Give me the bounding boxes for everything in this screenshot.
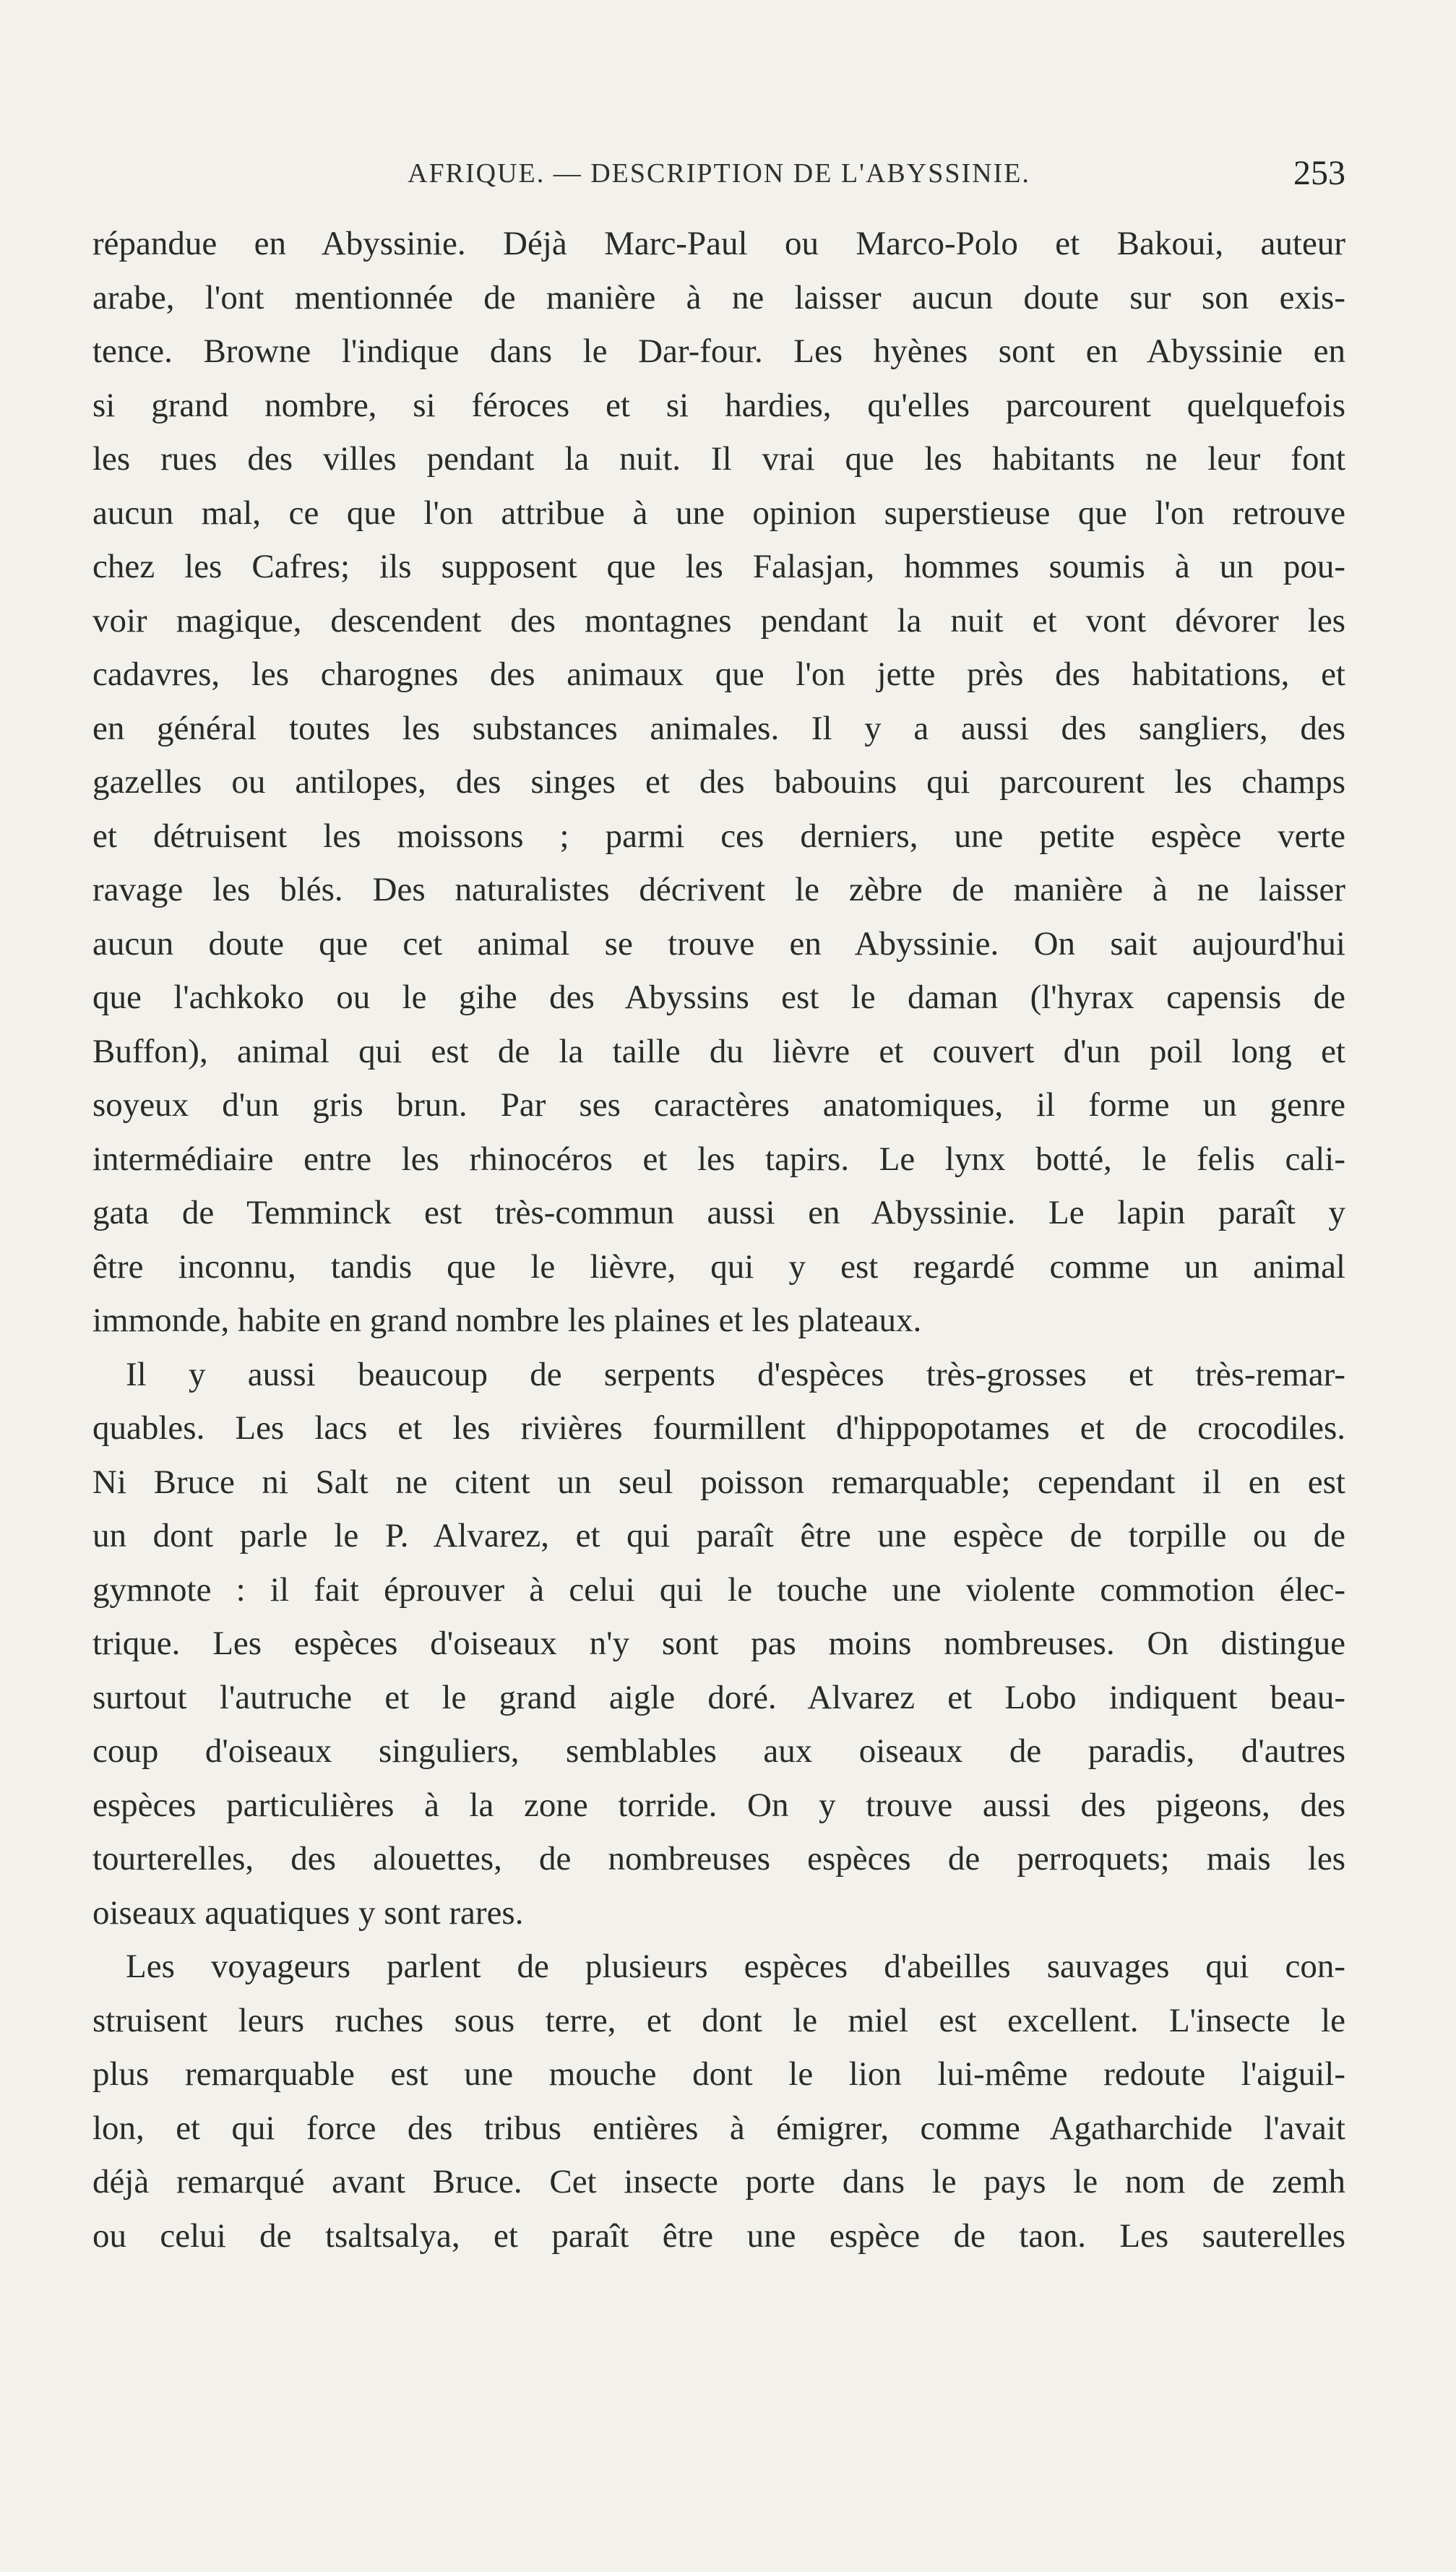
page-header bbox=[92, 149, 1345, 199]
text-line: que l'achkoko ou le gihe des Abyssins est le daman (l'hyrax capensis de bbox=[92, 979, 1345, 1016]
text-line: ravage les blés. Des naturalistes décrivent le zèbre de manière à ne laisser bbox=[92, 871, 1345, 908]
text-line: arabe, l'ont mentionnée de manière à ne laisser aucun doute sur son exis- bbox=[92, 278, 1345, 317]
text-line: si grand nombre, si féroces et si hardies, qu'elles parcourent quelquefois bbox=[92, 386, 1345, 424]
text-line: Buffon), animal qui est de la taille du lièvre et couvert d'un poil long et bbox=[92, 1032, 1345, 1070]
text-line: Les voyageurs parlent de plusieurs espèces d'abeilles sauvages qui con- bbox=[126, 1948, 1345, 1985]
text-line: quables. Les lacs et les rivières fourmillent d'hippopotames et de crocodiles. bbox=[92, 1409, 1345, 1447]
text-line: trique. Les espèces d'oiseaux n'y sont pas moins nombreuses. On distingue bbox=[92, 1625, 1345, 1662]
text-line: chez les Cafres; ils supposent que les Falasjan, hommes soumis à un pou- bbox=[92, 548, 1345, 585]
text-line: gazelles ou antilopes, des singes et des babouins qui parcourent les champs bbox=[92, 763, 1345, 801]
text-line: oiseaux aquatiques y sont rares. bbox=[92, 1893, 524, 1932]
running-head: AFRIQUE. — DESCRIPTION DE L'ABYSSINIE. bbox=[408, 158, 1030, 189]
text-line: struisent leurs ruches sous terre, et dont le miel est excellent. L'insecte le bbox=[92, 2001, 1345, 2039]
text-line: voir magique, descendent des montagnes pendant la nuit et vont dévorer les bbox=[92, 601, 1345, 640]
text-line: gata de Temminck est très-commun aussi en Abyssinie. Le lapin paraît y bbox=[92, 1194, 1345, 1231]
text-line: lon, et qui force des tribus entières à émigrer, comme Agatharchide l'avait bbox=[92, 2109, 1345, 2147]
body-text bbox=[92, 217, 1345, 2263]
text-line: en général toutes les substances animales. Il y a aussi des sangliers, des bbox=[92, 709, 1345, 747]
text-line: gymnote : il fait éprouver à celui qui le touche une violente commotion élec- bbox=[92, 1570, 1345, 1609]
text-line: intermédiaire entre les rhinocéros et les tapirs. Le lynx botté, le felis cali- bbox=[92, 1140, 1345, 1178]
text-line: coup d'oiseaux singuliers, semblables aux oiseaux de paradis, d'autres bbox=[92, 1732, 1345, 1770]
page-number: 253 bbox=[1293, 154, 1345, 192]
text-line: surtout l'autruche et le grand aigle doré. Alvarez et Lobo indiquent beau- bbox=[92, 1678, 1345, 1716]
text-line: être inconnu, tandis que le lièvre, qui y est regardé comme un animal bbox=[92, 1247, 1345, 1286]
text-line: soyeux d'un gris brun. Par ses caractères anatomiques, il forme un genre bbox=[92, 1086, 1345, 1124]
text-line: Ni Bruce ni Salt ne citent un seul poisson remarquable; cependant il en est bbox=[92, 1463, 1345, 1501]
text-line: tence. Browne l'indique dans le Dar-four. Les hyènes sont en Abyssinie en bbox=[92, 332, 1345, 370]
text-line: déjà remarqué avant Bruce. Cet insecte porte dans le pays le nom de zemh bbox=[92, 2163, 1345, 2201]
text-line: aucun doute que cet animal se trouve en Abyssinie. On sait aujourd'hui bbox=[92, 924, 1345, 963]
text-line: espèces particulières à la zone torride. On y trouve aussi des pigeons, des bbox=[92, 1786, 1345, 1824]
text-line: cadavres, les charognes des animaux que l'on jette près des habitations, et bbox=[92, 655, 1345, 693]
text-line: un dont parle le P. Alvarez, et qui paraît être une espèce de torpille ou de bbox=[92, 1517, 1345, 1554]
text-line: ou celui de tsaltsalya, et paraît être une espèce de taon. Les sauterelles bbox=[92, 2216, 1345, 2255]
text-line: immonde, habite en grand nombre les plaines et les plateaux. bbox=[92, 1302, 922, 1339]
text-line: les rues des villes pendant la nuit. Il vrai que les habitants ne leur font bbox=[92, 440, 1345, 478]
text-line: répandue en Abyssinie. Déjà Marc-Paul ou Marco-Polo et Bakoui, auteur bbox=[92, 225, 1345, 262]
text-line: aucun mal, ce que l'on attribue à une opinion superstieuse que l'on retrouve bbox=[92, 494, 1345, 532]
text-line: plus remarquable est une mouche dont le lion lui-même redoute l'aiguil- bbox=[92, 2055, 1345, 2093]
text-line: tourterelles, des alouettes, de nombreuses espèces de perroquets; mais les bbox=[92, 1840, 1345, 1878]
text-line: et détruisent les moissons ; parmi ces derniers, une petite espèce verte bbox=[92, 817, 1345, 855]
text-line: Il y aussi beaucoup de serpents d'espèces très-grosses et très-remar- bbox=[126, 1355, 1345, 1393]
